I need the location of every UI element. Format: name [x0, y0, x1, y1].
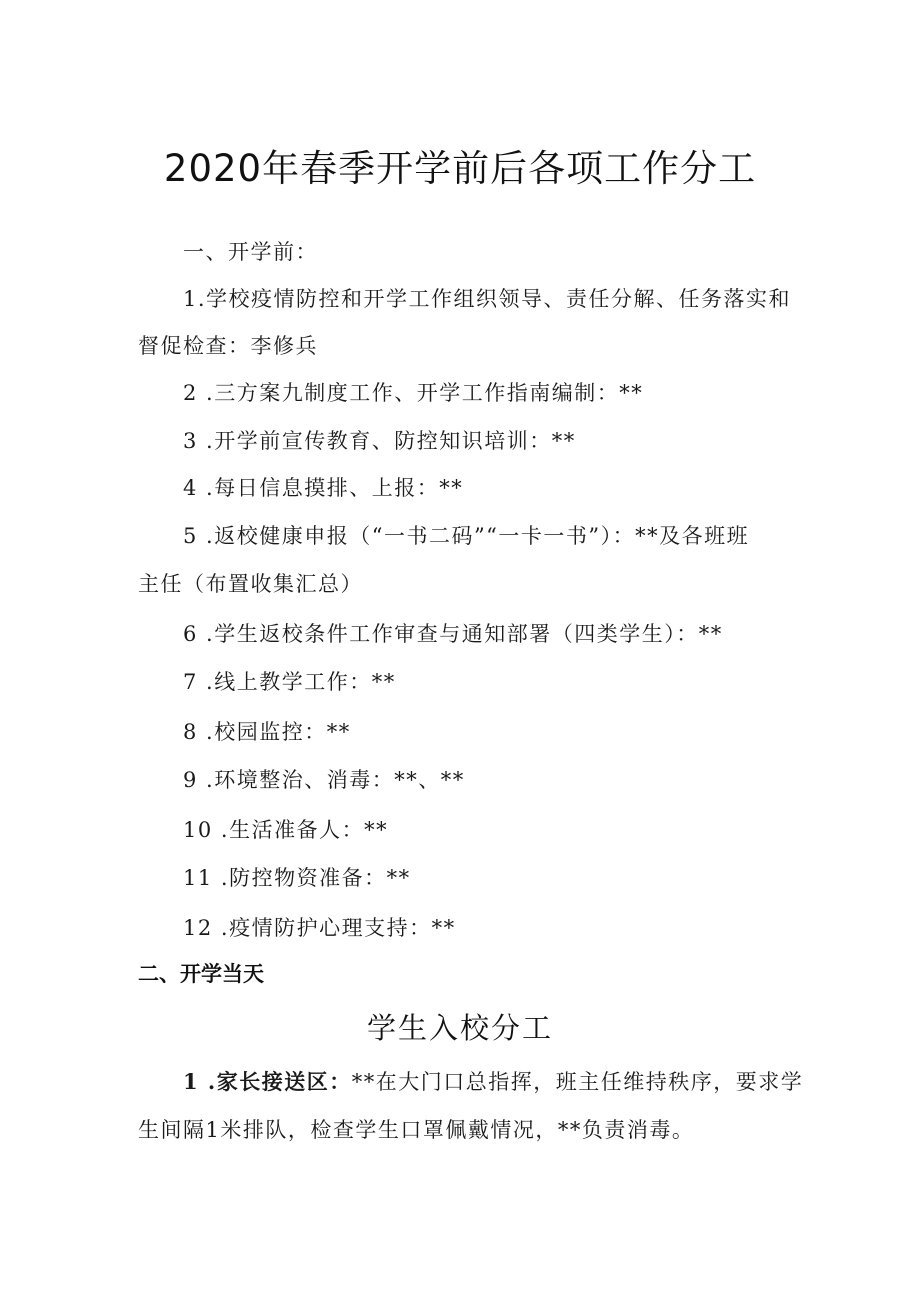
section1-heading: 一、开学前：	[183, 240, 318, 264]
list-item-5-line2: 主任（布置收集汇总）	[138, 572, 363, 596]
section2-item-1-line1	[183, 1066, 803, 1096]
list-item-4: 4 .每日信息摸排、上报：**	[183, 476, 464, 500]
section2-heading: 二、开学当天	[138, 962, 264, 986]
section2-item-1-text: **在大门口总指挥，班主任维持秩序，要求学	[351, 1070, 804, 1094]
list-item-1-line1: 1.学校疫情防控和开学工作组织领导、责任分解、任务落实和	[183, 287, 792, 311]
list-item-10: 10 .生活准备人：**	[183, 818, 389, 842]
section2-item-1-line2: 生间隔1米排队，检查学生口罩佩戴情况，**负责消毒。	[138, 1118, 695, 1142]
list-item-6: 6 .学生返校条件工作审查与通知部署（四类学生）：**	[183, 622, 723, 646]
list-item-3: 3 .开学前宣传教育、防控知识培训：**	[183, 429, 576, 453]
section2-item-1-label: 1 .家长接送区：	[183, 1069, 352, 1094]
list-item-2: 2 .三方案九制度工作、开学工作指南编制：**	[183, 381, 644, 405]
list-item-5-line1: 5 .返校健康申报（“一书二码”“一卡一书”）：**及各班班	[183, 524, 750, 548]
list-item-12: 12 .疫情防护心理支持：**	[183, 916, 456, 940]
list-item-7: 7 .线上教学工作：**	[183, 670, 396, 694]
list-item-1-line2: 督促检查：李修兵	[138, 334, 318, 358]
list-item-9: 9 .环境整治、消毒：**、**	[183, 768, 465, 792]
list-item-11: 11 .防控物资准备：**	[183, 866, 411, 890]
list-item-8: 8 .校园监控：**	[183, 720, 351, 744]
document-title: 2020年春季开学前后各项工作分工	[163, 147, 757, 190]
section-subtitle: 学生入校分工	[366, 1011, 553, 1045]
